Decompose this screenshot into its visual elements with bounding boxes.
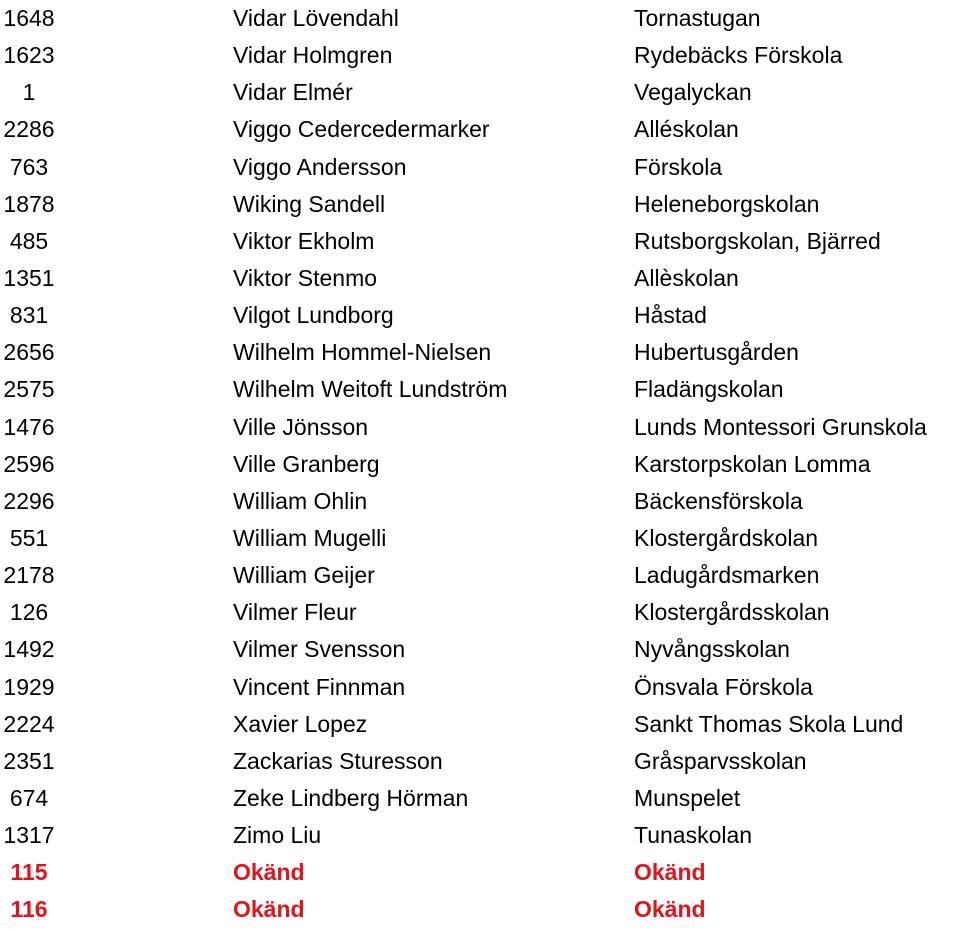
row-number: 2224 bbox=[3, 710, 55, 737]
row-school: Alléskolan bbox=[634, 116, 739, 143]
table-row bbox=[0, 260, 960, 297]
row-school: Ladugårdsmarken bbox=[634, 562, 820, 589]
table-row bbox=[0, 706, 960, 743]
table-row bbox=[0, 409, 960, 446]
row-school: Nyvångsskolan bbox=[634, 636, 790, 663]
row-name: Viggo Andersson bbox=[233, 153, 407, 180]
row-number: 2656 bbox=[3, 339, 55, 366]
row-number: 2296 bbox=[3, 487, 55, 514]
row-name: Zackarias Sturesson bbox=[233, 747, 443, 774]
row-school: Allèskolan bbox=[634, 264, 739, 291]
row-name: Viggo Cedercedermarker bbox=[233, 116, 490, 143]
row-name: Xavier Lopez bbox=[233, 710, 368, 737]
row-school: Okänd bbox=[634, 896, 706, 923]
row-school: Hubertusgården bbox=[634, 339, 799, 366]
row-number: 2575 bbox=[3, 376, 55, 403]
row-name: Vidar Holmgren bbox=[233, 42, 393, 69]
row-number: 485 bbox=[9, 227, 49, 254]
row-name: Zimo Liu bbox=[233, 822, 322, 849]
row-name: Okänd bbox=[233, 896, 305, 923]
row-name: Wilhelm Weitoft Lundström bbox=[233, 376, 508, 403]
row-school: Rutsborgskolan, Bjärred bbox=[634, 227, 881, 254]
row-school: Klostergårdskolan bbox=[634, 524, 819, 551]
table-row bbox=[0, 891, 960, 928]
row-school: Gråsparvsskolan bbox=[634, 747, 807, 774]
row-school: Heleneborgskolan bbox=[634, 190, 820, 217]
row-name: Okänd bbox=[233, 859, 305, 886]
row-school: Karstorpskolan Lomma bbox=[634, 450, 871, 477]
row-number: 1317 bbox=[3, 822, 55, 849]
table-row bbox=[0, 854, 960, 891]
row-name: Viktor Stenmo bbox=[233, 264, 378, 291]
row-name: Zeke Lindberg Hörman bbox=[233, 784, 469, 811]
table-row bbox=[0, 371, 960, 408]
row-school: Lunds Montessori Grunskola bbox=[634, 413, 927, 440]
table-row bbox=[0, 631, 960, 668]
table-row bbox=[0, 149, 960, 186]
row-name: William Geijer bbox=[233, 562, 375, 589]
row-number: 1929 bbox=[3, 673, 55, 700]
table-row bbox=[0, 669, 960, 706]
row-school: Munspelet bbox=[634, 784, 741, 811]
row-school: Vegalyckan bbox=[634, 79, 752, 106]
row-school: Klostergårdsskolan bbox=[634, 599, 830, 626]
row-number: 1492 bbox=[3, 636, 55, 663]
table-row bbox=[0, 334, 960, 371]
row-name: Viktor Ekholm bbox=[233, 227, 375, 254]
row-name: Vilgot Lundborg bbox=[233, 302, 394, 329]
row-school: Förskola bbox=[634, 153, 723, 180]
row-school: Sankt Thomas Skola Lund bbox=[634, 710, 904, 737]
table-row bbox=[0, 223, 960, 260]
table-row bbox=[0, 186, 960, 223]
table-row bbox=[0, 446, 960, 483]
row-number: 2286 bbox=[3, 116, 55, 143]
row-name: Wiking Sandell bbox=[233, 190, 386, 217]
row-number: 2178 bbox=[3, 562, 55, 589]
row-number: 1648 bbox=[3, 5, 55, 31]
table-row bbox=[0, 483, 960, 520]
table-row bbox=[0, 111, 960, 148]
table-row bbox=[0, 0, 960, 37]
row-name: William Mugelli bbox=[233, 524, 387, 551]
row-number: 551 bbox=[9, 524, 49, 551]
table-row bbox=[0, 520, 960, 557]
row-name: Ville Jönsson bbox=[233, 413, 369, 440]
row-number: 116 bbox=[10, 896, 48, 923]
row-number: 1476 bbox=[3, 413, 55, 440]
row-name: William Ohlin bbox=[233, 487, 368, 514]
row-name: Ville Granberg bbox=[233, 450, 380, 477]
row-number: 2596 bbox=[3, 450, 55, 477]
row-number: 1351 bbox=[3, 264, 55, 291]
row-number: 674 bbox=[9, 784, 49, 811]
table-row bbox=[0, 594, 960, 631]
row-number: 126 bbox=[9, 599, 49, 626]
row-name: Vidar Elmér bbox=[233, 79, 353, 106]
row-school: Fladängskolan bbox=[634, 376, 784, 403]
table-row bbox=[0, 817, 960, 854]
row-number: 1623 bbox=[3, 42, 55, 69]
row-school: Tunaskolan bbox=[634, 822, 753, 849]
row-name: Vincent Finnman bbox=[233, 673, 406, 700]
table-row bbox=[0, 297, 960, 334]
row-number: 115 bbox=[10, 859, 48, 886]
row-number: 2351 bbox=[3, 747, 55, 774]
row-number: 831 bbox=[9, 302, 49, 329]
row-school: Håstad bbox=[634, 302, 707, 329]
table-row bbox=[0, 74, 960, 111]
table-row bbox=[0, 557, 960, 594]
row-name: Vilmer Svensson bbox=[233, 636, 406, 663]
row-number: 1 bbox=[22, 79, 36, 106]
row-school: Bäckensförskola bbox=[634, 487, 803, 514]
row-name: Vilmer Fleur bbox=[233, 599, 357, 626]
row-name: Vidar Lövendahl bbox=[233, 5, 399, 31]
row-number: 1878 bbox=[3, 190, 55, 217]
row-number: 763 bbox=[9, 153, 49, 180]
table-row bbox=[0, 743, 960, 780]
row-name: Wilhelm Hommel-Nielsen bbox=[233, 339, 492, 366]
row-school: Okänd bbox=[634, 859, 706, 886]
row-school: Önsvala Förskola bbox=[634, 673, 813, 700]
table-row bbox=[0, 780, 960, 817]
table-row bbox=[0, 37, 960, 74]
row-school: Rydebäcks Förskola bbox=[634, 42, 843, 69]
row-school: Tornastugan bbox=[634, 5, 761, 31]
